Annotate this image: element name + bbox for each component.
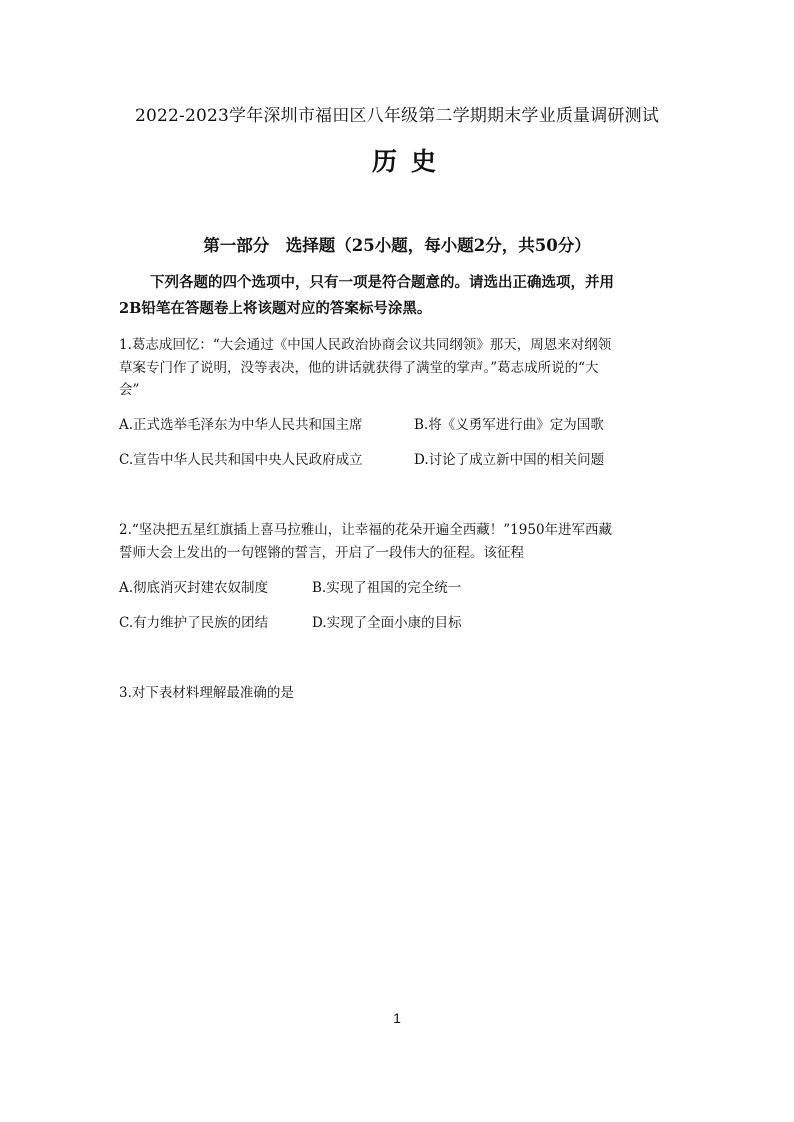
question-2-option-d: D.实现了全面小康的目标 bbox=[312, 615, 462, 631]
question-1-option-c: C.宣告中华人民共和国中央人民政府成立 bbox=[119, 452, 363, 468]
section-title: 第一部分 选择题（25小题，每小题2分，共50分） bbox=[203, 236, 591, 255]
question-2-option-c: C.有力维护了民族的团结 bbox=[119, 615, 269, 631]
page-number: 1 bbox=[393, 1010, 401, 1026]
instruction-line-2: 2B铅笔在答题卷上将该题对应的答案标号涂黑。 bbox=[119, 300, 432, 317]
question-3-stem-line-1: 3.对下表材料理解最准确的是 bbox=[119, 685, 294, 701]
question-2-option-b: B.实现了祖国的完全统一 bbox=[312, 580, 462, 596]
question-1-option-d: D.讨论了成立新中国的相关问题 bbox=[414, 452, 605, 468]
exam-title: 2022-2023学年深圳市福田区八年级第二学期期末学业质量调研测试 bbox=[134, 106, 660, 126]
question-2-stem-line-1: 2.“坚决把五星红旗插上喜马拉雅山，让幸福的花朵开遍全西藏！”1950年进军西藏 bbox=[119, 522, 613, 538]
question-1-stem-line-3: 会” bbox=[119, 382, 140, 398]
question-1-option-a: A.正式选举毛泽东为中华人民共和国主席 bbox=[119, 417, 363, 433]
question-2-option-a: A.彻底消灭封建农奴制度 bbox=[119, 580, 269, 596]
instruction-line-1: 下列各题的四个选项中，只有一项是符合题意的。请选出正确选项，并用 bbox=[150, 274, 614, 291]
question-2-stem-line-2: 誓师大会上发出的一句铿锵的誓言，开启了一段伟大的征程。该征程 bbox=[119, 545, 524, 561]
question-1-stem-line-2: 草案专门作了说明，没等表决，他的讲话就获得了满堂的掌声。”葛志成所说的“大 bbox=[119, 360, 599, 376]
question-1-option-b: B.将《义勇军进行曲》定为国歌 bbox=[414, 417, 604, 433]
subject-title: 历史 bbox=[371, 147, 450, 176]
question-1-stem-line-1: 1.葛志成回忆：“大会通过《中国人民政治协商会议共同纲领》那天，周恩来对纲领 bbox=[119, 337, 612, 353]
